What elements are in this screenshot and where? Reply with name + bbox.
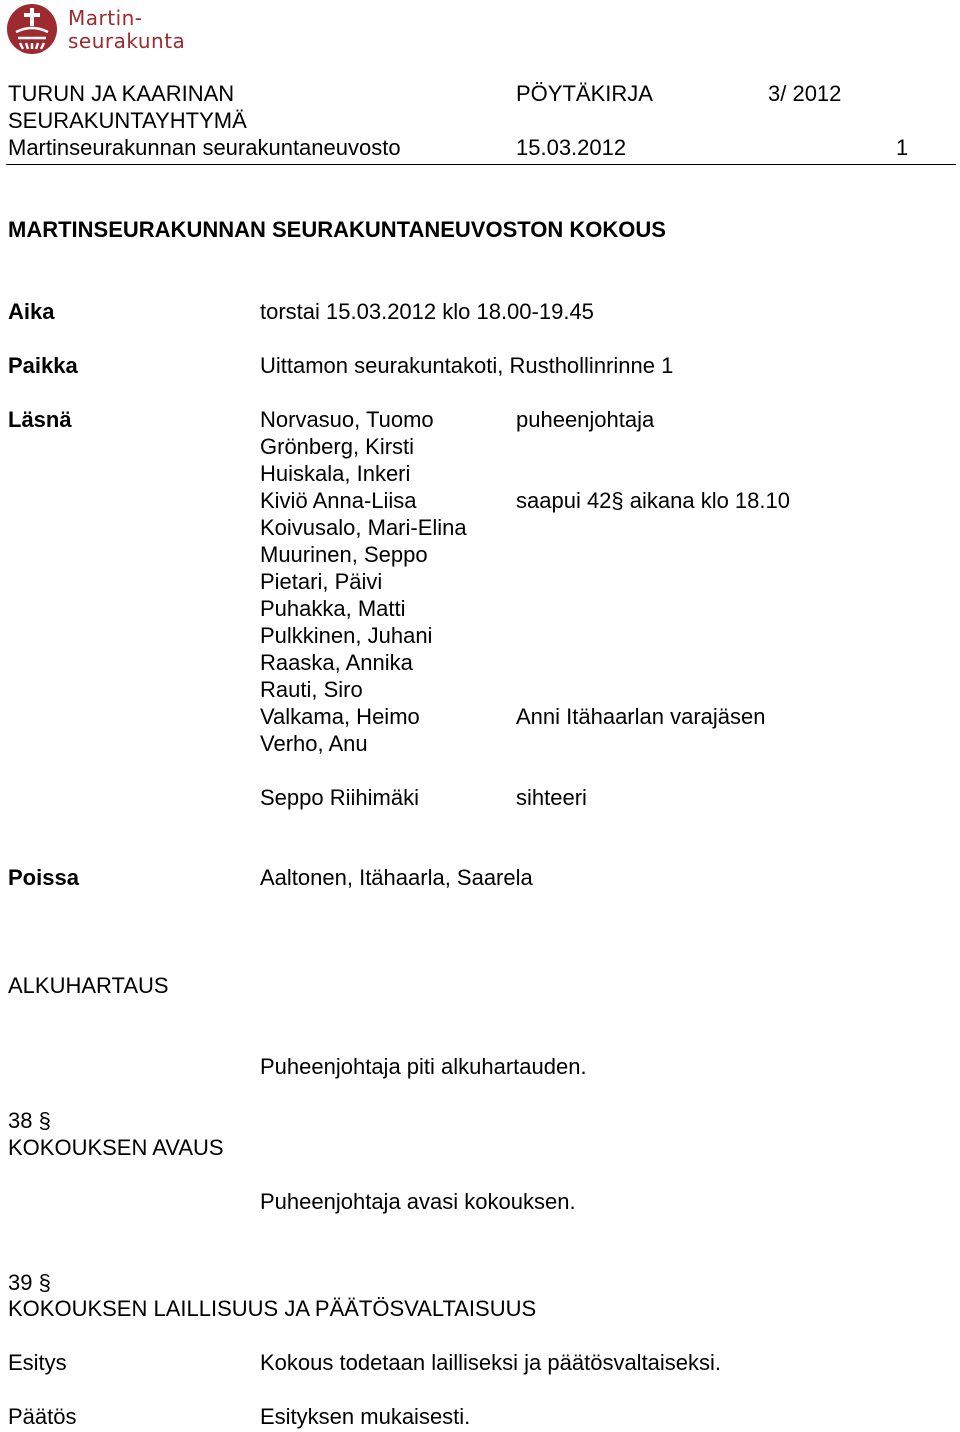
section-39-number: 39 § <box>8 1270 51 1295</box>
attendee-name: Koivusalo, Mari-Elina <box>260 515 467 540</box>
present-label: Läsnä <box>8 407 72 432</box>
proposal-label: Esitys <box>8 1350 67 1375</box>
devotion-text: Puheenjohtaja piti alkuhartauden. <box>260 1054 587 1079</box>
place-label: Paikka <box>8 353 78 378</box>
attendee-name: Verho, Anu <box>260 731 368 756</box>
attendee-name: Raaska, Annika <box>260 650 413 675</box>
org-line-1: TURUN JA KAARINAN <box>8 81 235 106</box>
proposal-text: Kokous todetaan lailliseksi ja päätösvaltaiseksi. <box>260 1350 722 1375</box>
attendee-name: Pietari, Päivi <box>260 569 383 594</box>
absent-value: Aaltonen, Itähaarla, Saarela <box>260 865 533 890</box>
section-38-text: Puheenjohtaja avasi kokouksen. <box>260 1189 576 1214</box>
attendee-name: Valkama, Heimo <box>260 704 420 729</box>
attendee-note: saapui 42§ aikana klo 18.10 <box>516 488 790 513</box>
parish-emblem-icon <box>6 2 58 56</box>
org-line-2: SEURAKUNTAYHTYMÄ <box>8 108 247 133</box>
parish-logo <box>6 2 186 58</box>
decision-label: Päätös <box>8 1404 77 1429</box>
section-38-heading: KOKOUKSEN AVAUS <box>8 1135 224 1160</box>
secretary-role: sihteeri <box>516 785 587 810</box>
section-39-heading: KOKOUKSEN LAILLISUUS JA PÄÄTÖSVALTAISUUS <box>8 1296 537 1321</box>
attendee-name: Rauti, Siro <box>260 677 363 702</box>
logo-line-1: Martin- <box>68 6 143 30</box>
attendee-name: Kiviö Anna-Liisa <box>260 488 417 513</box>
council-name: Martinseurakunnan seurakuntaneuvosto <box>8 135 401 160</box>
doc-date: 15.03.2012 <box>516 135 627 160</box>
devotion-heading: ALKUHARTAUS <box>8 973 169 998</box>
attendee-name: Pulkkinen, Juhani <box>260 623 433 648</box>
secretary-name: Seppo Riihimäki <box>260 785 419 810</box>
page-number: 1 <box>896 135 909 160</box>
attendee-note: puheenjohtaja <box>516 407 655 432</box>
time-label: Aika <box>8 299 55 324</box>
attendee-name: Norvasuo, Tuomo <box>260 407 434 432</box>
attendee-name: Muurinen, Seppo <box>260 542 428 567</box>
logo-line-2: seurakunta <box>68 29 186 53</box>
doc-type: PÖYTÄKIRJA <box>516 81 653 106</box>
attendee-name: Grönberg, Kirsti <box>260 434 415 459</box>
attendee-name: Huiskala, Inkeri <box>260 461 411 486</box>
absent-label: Poissa <box>8 865 79 890</box>
meeting-title: MARTINSEURAKUNNAN SEURAKUNTANEUVOSTON KOKOUS <box>8 217 666 242</box>
header-divider <box>6 164 956 165</box>
time-value: torstai 15.03.2012 klo 18.00-19.45 <box>260 299 594 324</box>
section-38-number: 38 § <box>8 1108 51 1133</box>
attendee-name: Puhakka, Matti <box>260 596 406 621</box>
decision-text: Esityksen mukaisesti. <box>260 1404 471 1429</box>
attendee-note: Anni Itähaarlan varajäsen <box>516 704 766 729</box>
place-value: Uittamon seurakuntakoti, Rusthollinrinne 1 <box>260 353 674 378</box>
doc-number: 3/ 2012 <box>768 81 842 106</box>
